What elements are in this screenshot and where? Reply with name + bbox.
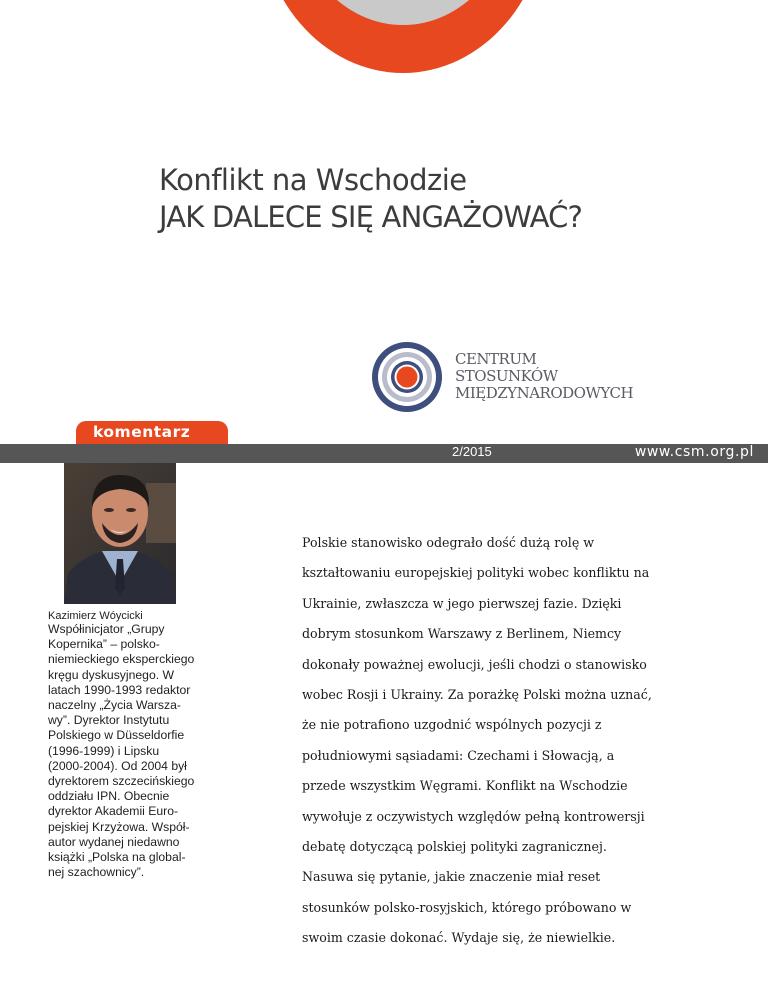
bio-line: autor wydanej niedawno bbox=[48, 834, 180, 849]
body-line: kształtowaniu europejskiej polityki wobec konfliktu na bbox=[302, 565, 650, 581]
bio-line: oddziału IPN. Obecnie bbox=[48, 789, 170, 804]
bio-line: książki „Polska na global- bbox=[48, 850, 186, 865]
bio-line: wy”. Dyrektor Instytutu bbox=[48, 713, 170, 728]
title-line-1: Konflikt na Wschodzie bbox=[159, 163, 467, 197]
bio-line: pejskiej Krzyżowa. Współ- bbox=[48, 819, 190, 834]
bio-line: (2000-2004). Od 2004 był bbox=[48, 758, 187, 773]
target-logo-icon bbox=[371, 340, 445, 414]
bio-line: kręgu dyskusyjnego. W bbox=[48, 667, 174, 682]
body-line: Nasuwa się pytanie, jakie znaczenie miał reset bbox=[302, 869, 601, 885]
author-bio bbox=[48, 622, 208, 880]
body-line: wywołuje z oczywistych względów pełną kontrowersji bbox=[302, 808, 645, 824]
body-line: przede wszystkim Węgrami. Konflikt na Wschodzie bbox=[302, 778, 628, 794]
body-line: debatę dotyczącą polskiej polityki zagranicznej. bbox=[302, 838, 607, 854]
section-tag: komentarz bbox=[76, 421, 228, 446]
body-line: że nie potrafiono uzgodnić wspólnych pozycji z bbox=[302, 717, 602, 733]
logo-line-3: MIĘDZYNARODOWYCH bbox=[455, 384, 634, 402]
body-line: południowymi sąsiadami: Czechami i Słowacją, a bbox=[302, 747, 615, 763]
csm-logo bbox=[371, 340, 671, 420]
title-line-2: JAK DALECE SIĘ ANGAŻOWAĆ? bbox=[159, 200, 583, 234]
bio-line: dyrektorem szczecińskiego bbox=[48, 774, 195, 789]
body-line: Ukrainie, zwłaszcza w jego pierwszej fazie. Dzięki bbox=[302, 595, 622, 611]
logo-line-1: CENTRUM bbox=[455, 350, 537, 368]
article-body bbox=[302, 528, 742, 953]
bio-line: Współinicjator „Grupy bbox=[48, 622, 165, 636]
body-line: dokonały poważnej ewolucji, jeśli chodzi o stanowisko bbox=[302, 656, 647, 672]
body-line: dobrym stosunkom Warszawy z Berlinem, Niemcy bbox=[302, 626, 622, 642]
logo-line-2: STOSUNKÓW bbox=[455, 367, 558, 385]
bio-line: niemieckiego eksperckiego bbox=[48, 652, 195, 667]
bio-line: nej szachownicy”. bbox=[48, 865, 145, 880]
bio-line: naczelny „Życia Warsza- bbox=[48, 698, 181, 713]
issue-number: 2/2015 bbox=[452, 444, 492, 459]
bio-line: dyrektor Akademii Euro- bbox=[48, 804, 179, 819]
bio-line: (1996-1999) i Lipsku bbox=[48, 743, 160, 758]
header-arc-graphic bbox=[0, 0, 768, 80]
bio-line: Polskiego w Düsseldorfie bbox=[48, 728, 185, 743]
body-line: swoim czasie dokonać. Wydaje się, że niewielkie. bbox=[302, 930, 616, 946]
logo-wordmark bbox=[455, 351, 633, 402]
bio-line: Kopernika” – polsko- bbox=[48, 637, 160, 652]
author-name: Kazimierz Wóycicki bbox=[48, 610, 143, 622]
body-line: stosunków polsko-rosyjskich, którego próbowano w bbox=[302, 899, 632, 915]
author-photo bbox=[64, 463, 176, 604]
bio-line: latach 1990-1993 redaktor bbox=[48, 682, 191, 697]
body-line: wobec Rosji i Ukrainy. Za porażkę Polski można uznać, bbox=[302, 686, 652, 702]
website-link[interactable]: www.csm.org.pl bbox=[634, 444, 754, 460]
document-title bbox=[159, 163, 582, 237]
body-line: Polskie stanowisko odegrało dość dużą rolę w bbox=[302, 535, 595, 550]
